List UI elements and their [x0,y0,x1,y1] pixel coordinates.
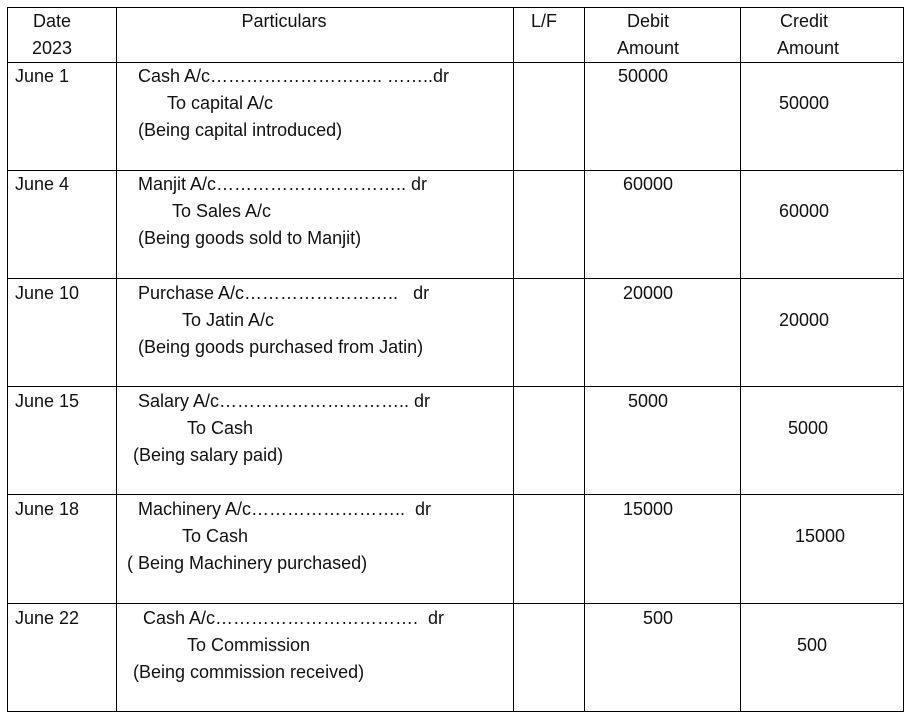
entry-debit-amount: 60000 [622,174,674,194]
entry-date: June 15 [15,391,80,411]
header-lf: L/F [530,11,557,31]
entry-debit-account: Cash A/c……………………………. dr [143,608,445,628]
entry-date: June 22 [15,608,80,628]
entry-narration: (Being goods purchased from Jatin) [138,337,424,357]
header-debit-amount: Amount [616,38,680,58]
entry-narration: (Being salary paid) [133,445,284,465]
column-divider [513,7,514,712]
entry-debit-account: Purchase A/c…………………….. dr [138,283,430,303]
entry-date: June 10 [15,283,80,303]
entry-credit-account: To Sales A/c [172,201,272,221]
header-credit: Credit [779,11,828,31]
entry-debit-account: Salary A/c………………………….. dr [138,391,431,411]
entry-credit-amount: 5000 [787,418,829,438]
entry-date: June 18 [15,499,80,519]
table-border-bottom [7,711,904,712]
entry-narration: ( Being Machinery purchased) [127,553,368,573]
entry-credit-account: To capital A/c [167,93,274,113]
header-debit: Debit [626,11,670,31]
row-divider [7,494,904,495]
entry-credit-account: To Commission [187,635,311,655]
entry-credit-account: To Jatin A/c [182,310,275,330]
entry-narration: (Being commission received) [133,662,365,682]
table-border-left [7,7,8,712]
entry-debit-amount: 50000 [617,66,669,86]
row-divider [7,278,904,279]
entry-credit-account: To Cash [182,526,249,546]
entry-credit-account: To Cash [187,418,254,438]
entry-debit-amount: 5000 [627,391,669,411]
header-year: 2023 [31,38,73,58]
entry-debit-account: Machinery A/c…………………….. dr [138,499,432,519]
entry-credit-amount: 50000 [778,93,830,113]
entry-debit-amount: 500 [642,608,674,628]
column-divider [740,7,741,712]
entry-debit-account: Manjit A/c………………………….. dr [138,174,428,194]
entry-debit-account: Cash A/c……………………….. ……..dr [138,66,450,86]
entry-credit-amount: 60000 [778,201,830,221]
entry-credit-amount: 500 [796,635,828,655]
row-divider [7,386,904,387]
header-particulars: Particulars [241,11,327,31]
column-divider [584,7,585,712]
header-date: Date [32,11,72,31]
entry-narration: (Being goods sold to Manjit) [138,228,362,248]
table-border-right [903,7,904,712]
entry-debit-amount: 20000 [622,283,674,303]
entry-date: June 4 [15,174,70,194]
column-divider [116,7,117,712]
entry-narration: (Being capital introduced) [138,120,343,140]
entry-date: June 1 [15,66,70,86]
entry-debit-amount: 15000 [622,499,674,519]
entry-credit-amount: 15000 [794,526,846,546]
header-credit-amount: Amount [776,38,840,58]
entry-credit-amount: 20000 [778,310,830,330]
journal-table [7,7,904,712]
row-divider [7,603,904,604]
